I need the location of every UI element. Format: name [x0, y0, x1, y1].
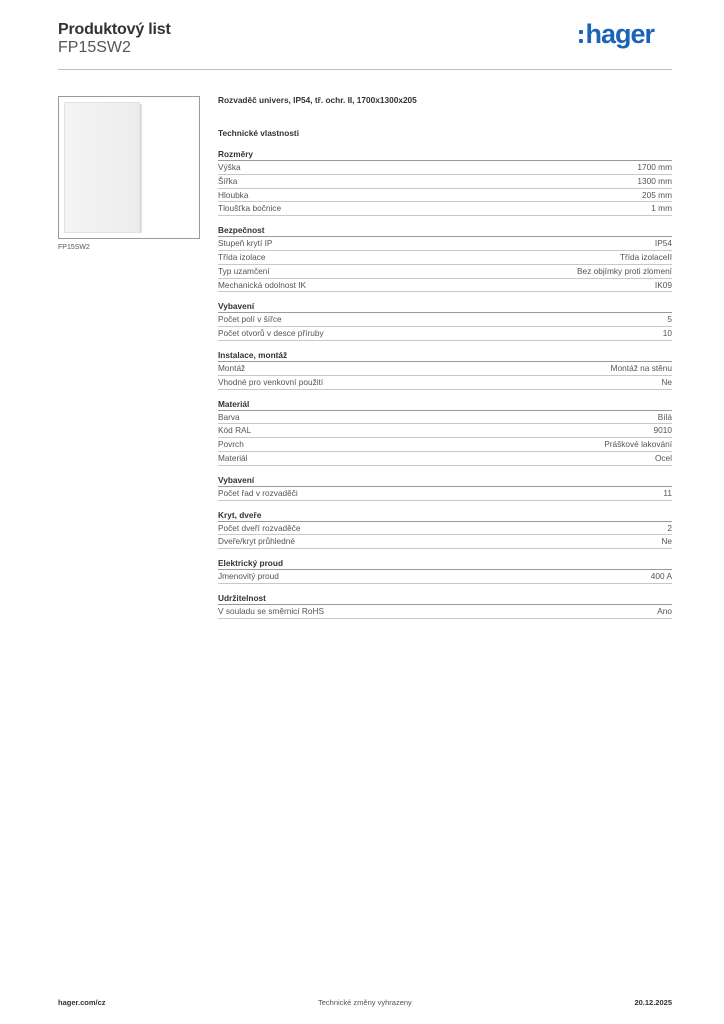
spec-label: Vhodné pro venkovní použití — [218, 376, 324, 387]
spec-row — [218, 411, 672, 425]
cabinet-front — [64, 102, 140, 233]
spec-content — [218, 95, 672, 628]
cabinet-side — [140, 104, 142, 233]
spec-label: Kód RAL — [218, 425, 252, 436]
section-title: Materiál — [218, 399, 672, 411]
section-title: Bezpečnost — [218, 225, 672, 237]
footer-website[interactable]: hager.com/cz — [58, 998, 106, 1007]
spec-value: 1700 mm — [637, 162, 672, 172]
section-title: Vybavení — [218, 301, 672, 313]
spec-value: Bez objímky proti zlomení — [577, 265, 672, 276]
spec-row — [218, 313, 672, 327]
spec-label: Počet dveří rozvaděče — [218, 522, 301, 533]
spec-row — [218, 376, 672, 390]
spec-value: IK09 — [654, 279, 672, 290]
spec-label: Mechanická odolnost IK — [218, 279, 307, 290]
spec-label: Barva — [218, 411, 240, 422]
spec-section — [218, 350, 672, 390]
spec-row — [218, 202, 672, 216]
spec-row — [218, 424, 672, 438]
spec-label: Tloušťka bočnice — [218, 203, 282, 214]
spec-value: Ocel — [654, 452, 672, 463]
spec-row — [218, 279, 672, 293]
spec-label: Počet otvorů v desce příruby — [218, 328, 324, 339]
spec-label: Typ uzamčení — [218, 265, 270, 276]
product-description: Rozvaděč univers, IP54, tř. ochr. II, 1700x1300x205 — [218, 95, 417, 105]
footer-date: 20.12.2025 — [634, 998, 672, 1007]
spec-value: 205 mm — [642, 189, 672, 200]
spec-row — [218, 327, 672, 341]
spec-section — [218, 510, 672, 550]
spec-section — [218, 558, 672, 584]
spec-row — [218, 570, 672, 584]
image-caption: FP15SW2 — [58, 244, 90, 251]
spec-sections — [218, 149, 672, 619]
spec-label: Povrch — [218, 439, 244, 450]
spec-section — [218, 475, 672, 501]
spec-value: 10 — [662, 328, 672, 339]
spec-value: Ne — [661, 376, 672, 387]
spec-value: Ne — [661, 536, 672, 547]
spec-label: V souladu se směrnicí RoHS — [218, 605, 325, 616]
spec-value: 1300 mm — [637, 175, 672, 186]
spec-label: Počet řad v rozvaděči — [218, 487, 298, 498]
spec-label: Šířka — [218, 175, 238, 186]
spec-row — [218, 487, 672, 501]
spec-row — [218, 251, 672, 265]
spec-row — [218, 161, 672, 175]
spec-section — [218, 149, 672, 216]
spec-value: 9010 — [653, 425, 672, 436]
page-title: Produktový list — [58, 21, 171, 38]
tech-heading: Technické vlastnosti — [218, 128, 299, 138]
spec-value: IP54 — [654, 238, 672, 249]
section-title: Elektrický proud — [218, 558, 672, 570]
footer-notice: Technické změny vyhrazeny — [318, 998, 412, 1007]
spec-label: Hloubka — [218, 189, 249, 200]
spec-value: 400 A — [650, 571, 672, 582]
section-title: Vybavení — [218, 475, 672, 487]
spec-value: 11 — [663, 487, 672, 498]
spec-row — [218, 237, 672, 251]
spec-label: Stupeň krytí IP — [218, 238, 273, 249]
section-title: Udržitelnost — [218, 593, 672, 605]
logo-dots-icon — [579, 30, 583, 43]
section-title: Rozměry — [218, 149, 672, 161]
spec-label: Materiál — [218, 452, 248, 463]
spec-label: Třída izolace — [218, 251, 266, 262]
spec-row — [218, 522, 672, 536]
product-code: FP15SW2 — [58, 39, 131, 56]
spec-row — [218, 452, 672, 466]
spec-row — [218, 189, 672, 203]
spec-value: Třída izolaceII — [619, 251, 672, 262]
spec-label: Dveře/kryt průhledné — [218, 536, 296, 547]
spec-value: 1 mm — [651, 203, 672, 214]
spec-value: Montáž na stěnu — [610, 362, 672, 373]
spec-value: 2 — [667, 522, 672, 533]
spec-row — [218, 438, 672, 452]
spec-label: Montáž — [218, 362, 246, 373]
page-header — [58, 20, 672, 70]
spec-label: Počet polí v šířce — [218, 314, 282, 325]
spec-value: Ano — [657, 605, 672, 616]
section-title: Instalace, montáž — [218, 350, 672, 362]
spec-section — [218, 399, 672, 466]
spec-section — [218, 301, 672, 341]
section-title: Kryt, dveře — [218, 510, 672, 522]
spec-row — [218, 535, 672, 549]
spec-label: Výška — [218, 162, 241, 172]
logo-text: hager — [585, 19, 654, 49]
spec-row — [218, 175, 672, 189]
spec-row — [218, 605, 672, 619]
spec-row — [218, 265, 672, 279]
spec-section — [218, 225, 672, 292]
spec-value: 5 — [667, 314, 672, 325]
spec-section — [218, 593, 672, 619]
hager-logo — [579, 21, 654, 47]
spec-value: Práškové lakování — [604, 439, 672, 450]
product-image — [58, 96, 200, 239]
spec-row — [218, 362, 672, 376]
spec-value: Bílá — [657, 411, 672, 422]
spec-label: Jmenovitý proud — [218, 571, 279, 582]
